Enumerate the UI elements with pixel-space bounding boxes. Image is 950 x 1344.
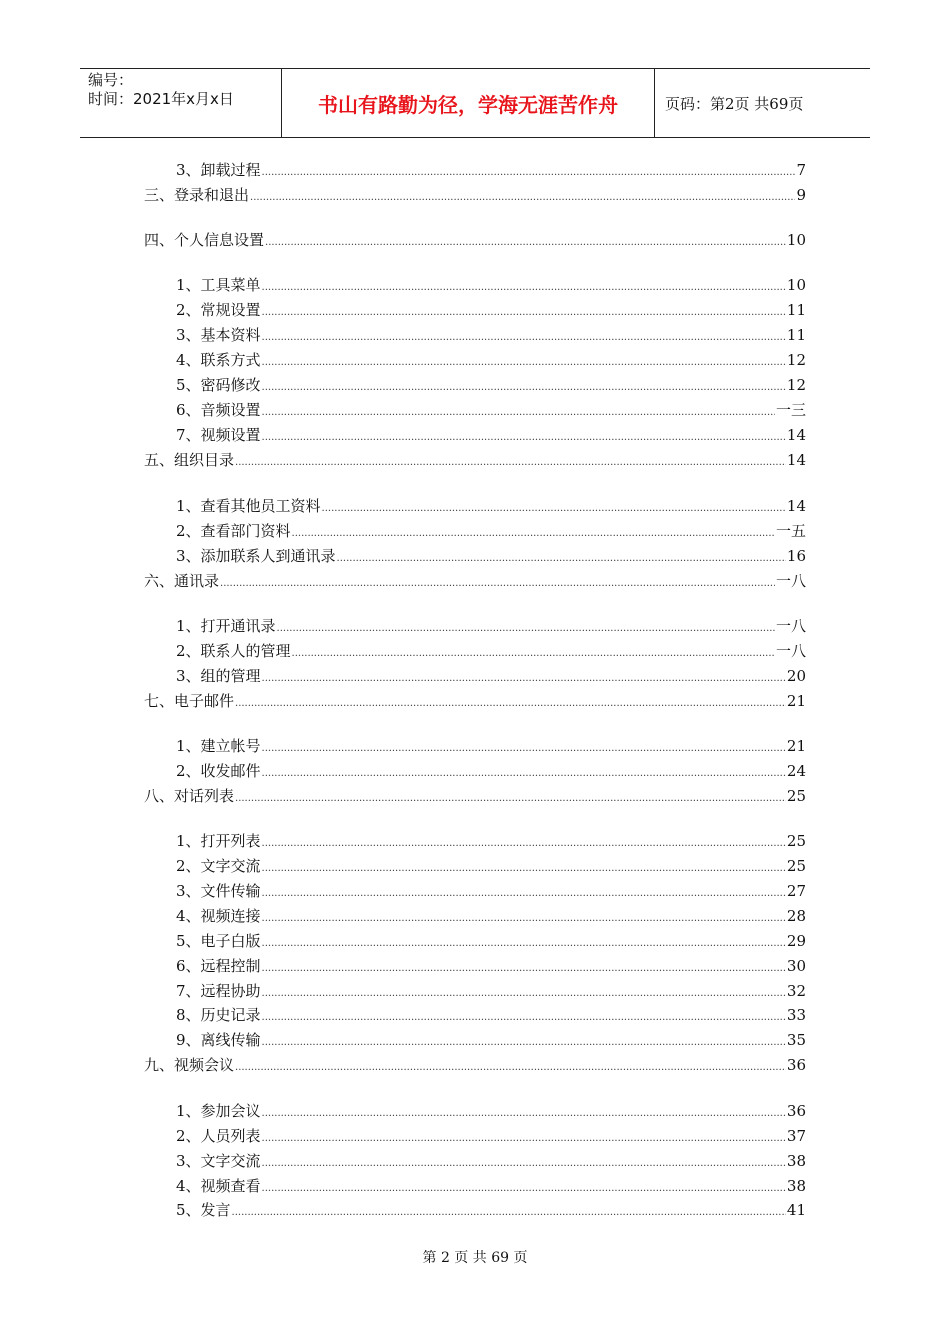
toc-dot-leader [235, 789, 786, 809]
toc-entry-page: 11 [786, 301, 806, 319]
toc-entry-page: 21 [786, 692, 806, 710]
toc-dot-leader [262, 1179, 786, 1199]
toc-entry[interactable] [176, 831, 806, 851]
toc-entry[interactable] [176, 981, 806, 1001]
toc-dot-leader [235, 453, 786, 473]
toc-entry-label: 五、组织目录 [144, 451, 235, 469]
toc-entry-page: 37 [786, 1127, 806, 1145]
toc-entry[interactable] [176, 300, 806, 320]
toc-entry[interactable] [176, 736, 806, 756]
toc-entry-label: 七、电子邮件 [144, 692, 235, 710]
toc-entry-page: 38 [786, 1177, 806, 1195]
toc-entry[interactable] [176, 881, 806, 901]
toc-entry[interactable] [176, 325, 806, 345]
toc-dot-leader [262, 403, 775, 423]
toc-dot-leader [292, 644, 775, 664]
toc-entry-label: 4、联系方式 [176, 351, 261, 369]
toc-entry-page: 16 [786, 547, 806, 565]
toc-entry-page: 11 [786, 326, 806, 344]
toc-entry[interactable] [176, 275, 806, 295]
toc-entry-label: 5、发言 [176, 1201, 231, 1219]
toc-dot-leader [262, 934, 786, 954]
toc-entry-label: 三、登录和退出 [144, 186, 250, 204]
toc-entry-page: 一八 [775, 642, 806, 660]
toc-dot-leader [262, 739, 786, 759]
toc-entry-page: 41 [786, 1201, 806, 1219]
toc-entry-label: 1、打开列表 [176, 832, 261, 850]
toc-entry-label: 4、视频连接 [176, 907, 261, 925]
toc-dot-leader [262, 1154, 786, 1174]
toc-dot-leader [262, 859, 786, 879]
toc-entry-label: 2、文字交流 [176, 857, 261, 875]
toc-dot-leader [262, 984, 786, 1004]
toc-entry-label: 5、电子白版 [176, 932, 261, 950]
toc-entry-label: 九、视频会议 [144, 1056, 235, 1074]
toc-entry[interactable] [144, 1055, 806, 1075]
toc-entry-page: 一五 [775, 522, 806, 540]
toc-dot-leader [262, 428, 786, 448]
toc-entry[interactable] [144, 786, 806, 806]
toc-entry[interactable] [176, 956, 806, 976]
toc-entry[interactable] [176, 521, 806, 541]
toc-dot-leader [322, 499, 786, 519]
toc-entry[interactable] [176, 496, 806, 516]
toc-dot-leader [262, 378, 786, 398]
toc-dot-leader [262, 669, 786, 689]
toc-entry-page: 25 [786, 787, 806, 805]
number-label: 编号： [88, 71, 134, 89]
toc-entry-label: 6、远程控制 [176, 957, 261, 975]
toc-entry[interactable] [144, 691, 806, 711]
toc-dot-leader [262, 1104, 786, 1124]
toc-entry[interactable] [176, 160, 806, 180]
toc-dot-leader [262, 959, 786, 979]
toc-entry[interactable] [176, 666, 806, 686]
toc-entry[interactable] [176, 641, 806, 661]
toc-entry-page: 12 [786, 351, 806, 369]
toc-entry[interactable] [144, 230, 806, 250]
toc-dot-leader [262, 1008, 786, 1028]
toc-entry[interactable] [176, 350, 806, 370]
toc-entry-page: 36 [786, 1102, 806, 1120]
toc-entry[interactable] [176, 1126, 806, 1146]
toc-entry[interactable] [176, 375, 806, 395]
toc-entry-label: 2、联系人的管理 [176, 642, 291, 660]
toc-entry-page: 25 [786, 832, 806, 850]
toc-entry[interactable] [176, 1101, 806, 1121]
toc-entry[interactable] [176, 1151, 806, 1171]
toc-entry-page: 20 [786, 667, 806, 685]
toc-entry-page: 14 [786, 426, 806, 444]
toc-entry-label: 3、文字交流 [176, 1152, 261, 1170]
toc-entry-page: 30 [786, 957, 806, 975]
toc-entry[interactable] [176, 931, 806, 951]
toc-entry-label: 2、收发邮件 [176, 762, 261, 780]
toc-entry[interactable] [176, 906, 806, 926]
toc-dot-leader [262, 328, 786, 348]
header-motto: 书山有路勤为径，学海无涯苦作舟 [282, 69, 655, 137]
toc-entry-page: 24 [786, 762, 806, 780]
toc-entry-page: 29 [786, 932, 806, 950]
toc-dot-leader [277, 619, 775, 639]
toc-entry-page: 27 [786, 882, 806, 900]
toc-entry-label: 9、离线传输 [176, 1031, 261, 1049]
toc-entry-page: 10 [786, 276, 806, 294]
toc-dot-leader [262, 764, 786, 784]
toc-entry-label: 2、常规设置 [176, 301, 261, 319]
toc-entry-page: 7 [796, 161, 806, 179]
toc-entry-label: 7、远程协助 [176, 982, 261, 1000]
toc-dot-leader [292, 524, 775, 544]
toc-entry[interactable] [176, 400, 806, 420]
toc-entry-label: 3、组的管理 [176, 667, 261, 685]
toc-entry[interactable] [176, 761, 806, 781]
toc-entry-label: 1、打开通讯录 [176, 617, 276, 635]
toc-dot-leader [262, 353, 786, 373]
toc-entry-label: 1、参加会议 [176, 1102, 261, 1120]
toc-entry-label: 4、视频查看 [176, 1177, 261, 1195]
toc-dot-leader [262, 834, 786, 854]
toc-entry[interactable] [176, 1200, 806, 1220]
toc-entry-page: 38 [786, 1152, 806, 1170]
toc-entry-label: 四、个人信息设置 [144, 231, 265, 249]
toc-entry-label: 1、建立帐号 [176, 737, 261, 755]
toc-entry-label: 3、基本资料 [176, 326, 261, 344]
toc-dot-leader [265, 233, 786, 253]
toc-entry-page: 21 [786, 737, 806, 755]
toc-entry-page: 35 [786, 1031, 806, 1049]
toc-dot-leader [235, 694, 786, 714]
toc-entry-page: 14 [786, 451, 806, 469]
toc-entry-page: 14 [786, 497, 806, 515]
toc-entry-label: 1、工具菜单 [176, 276, 261, 294]
toc-entry[interactable] [176, 1030, 806, 1050]
toc-entry-page: 25 [786, 857, 806, 875]
page-footer: 第 2 页 共 69 页 [422, 1250, 528, 1266]
toc-entry[interactable] [176, 1005, 806, 1025]
toc-entry-page: 36 [786, 1056, 806, 1074]
toc-dot-leader [235, 1058, 786, 1078]
toc-entry-label: 1、查看其他员工资料 [176, 497, 321, 515]
toc-dot-leader [262, 909, 786, 929]
toc-dot-leader [337, 549, 786, 569]
toc-entry[interactable] [144, 185, 806, 205]
toc-entry-page: 一八 [775, 617, 806, 635]
toc-dot-leader [262, 163, 796, 183]
toc-dot-leader [262, 278, 786, 298]
toc-entry-label: 2、查看部门资料 [176, 522, 291, 540]
header-page-info: 页码：第2页 共69页 [665, 94, 804, 113]
toc-dot-leader [262, 1129, 786, 1149]
toc-entry-page: 33 [786, 1006, 806, 1024]
toc-entry-page: 32 [786, 982, 806, 1000]
toc-entry-page: 一三 [775, 401, 806, 419]
toc-entry-label: 3、文件传输 [176, 882, 261, 900]
toc-entry-label: 7、视频设置 [176, 426, 261, 444]
toc-entry[interactable] [144, 571, 806, 591]
toc-entry[interactable] [176, 546, 806, 566]
toc-entry-label: 八、对话列表 [144, 787, 235, 805]
toc-dot-leader [262, 884, 786, 904]
toc-entry-page: 10 [786, 231, 806, 249]
toc-entry-label: 8、历史记录 [176, 1006, 261, 1024]
toc-entry-page: 28 [786, 907, 806, 925]
toc-dot-leader [232, 1203, 786, 1223]
toc-entry[interactable] [176, 856, 806, 876]
toc-dot-leader [220, 574, 775, 594]
toc-dot-leader [262, 303, 786, 323]
toc-entry-page: 一八 [775, 572, 806, 590]
time-label: 时间：2021年x月x日 [88, 90, 234, 108]
toc-entry-label: 6、音频设置 [176, 401, 261, 419]
toc-entry-label: 六、通讯录 [144, 572, 220, 590]
toc-dot-leader [262, 1033, 786, 1053]
toc-entry[interactable] [176, 425, 806, 445]
toc-entry[interactable] [176, 1176, 806, 1196]
toc-entry-label: 3、添加联系人到通讯录 [176, 547, 336, 565]
toc-entry-page: 12 [786, 376, 806, 394]
toc-entry-label: 3、卸载过程 [176, 161, 261, 179]
toc-entry-label: 2、人员列表 [176, 1127, 261, 1145]
toc-dot-leader [250, 188, 795, 208]
toc-entry-label: 5、密码修改 [176, 376, 261, 394]
toc-entry[interactable] [144, 450, 806, 470]
toc-entry-page: 9 [796, 186, 806, 204]
toc-entry[interactable] [176, 616, 806, 636]
